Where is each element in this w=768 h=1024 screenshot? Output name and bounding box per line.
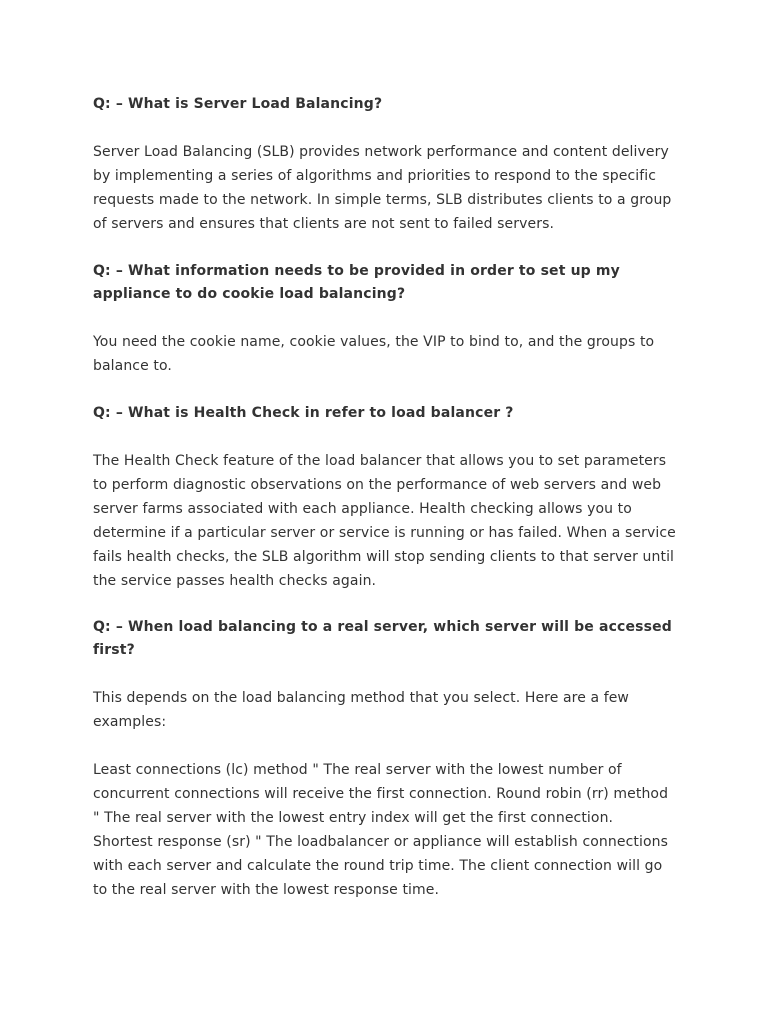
question-2: Q: – What information needs to be provided in order to set up my appliance to do cookie load balancing? — [93, 263, 620, 302]
closing-paragraph: Least connections (lc) method " The real server with the lowest number of concurrent connections will receive the first connection. Round robin (rr) method " The real server with the lowest entry index will get the first connection. Shortest response (sr) " The loadbalancer or appliance will establish connections with each server and calculate the round trip time. The client connection will go to the real server with the lowest response time. — [93, 762, 669, 898]
answer-2: You need the cookie name, cookie values, the VIP to bind to, and the groups to balance to. — [93, 334, 655, 374]
answer-3: The Health Check feature of the load balancer that allows you to set parameters to perform diagnostic observations on the performance of web servers and web server farms associated with each appliance. Health checking allows you to determine if a particular server or service is running or has failed. When a service fails health checks, the SLB algorithm will stop sending clients to that server until the service passes health checks again. — [93, 453, 676, 589]
answer-1: Server Load Balancing (SLB) provides network performance and content delivery by implementing a series of algorithms and priorities to respond to the specific requests made to the network. In simple terms, SLB distributes clients to a group of servers and ensures that clients are not sent to failed servers. — [93, 144, 672, 232]
question-3: Q: – What is Health Check in refer to load balancer ? — [93, 405, 514, 421]
question-4: Q: – When load balancing to a real server, which server will be accessed first? — [93, 619, 672, 658]
answer-4: This depends on the load balancing method that you select. Here are a few examples: — [93, 690, 629, 730]
question-1: Q: – What is Server Load Balancing? — [93, 96, 383, 112]
